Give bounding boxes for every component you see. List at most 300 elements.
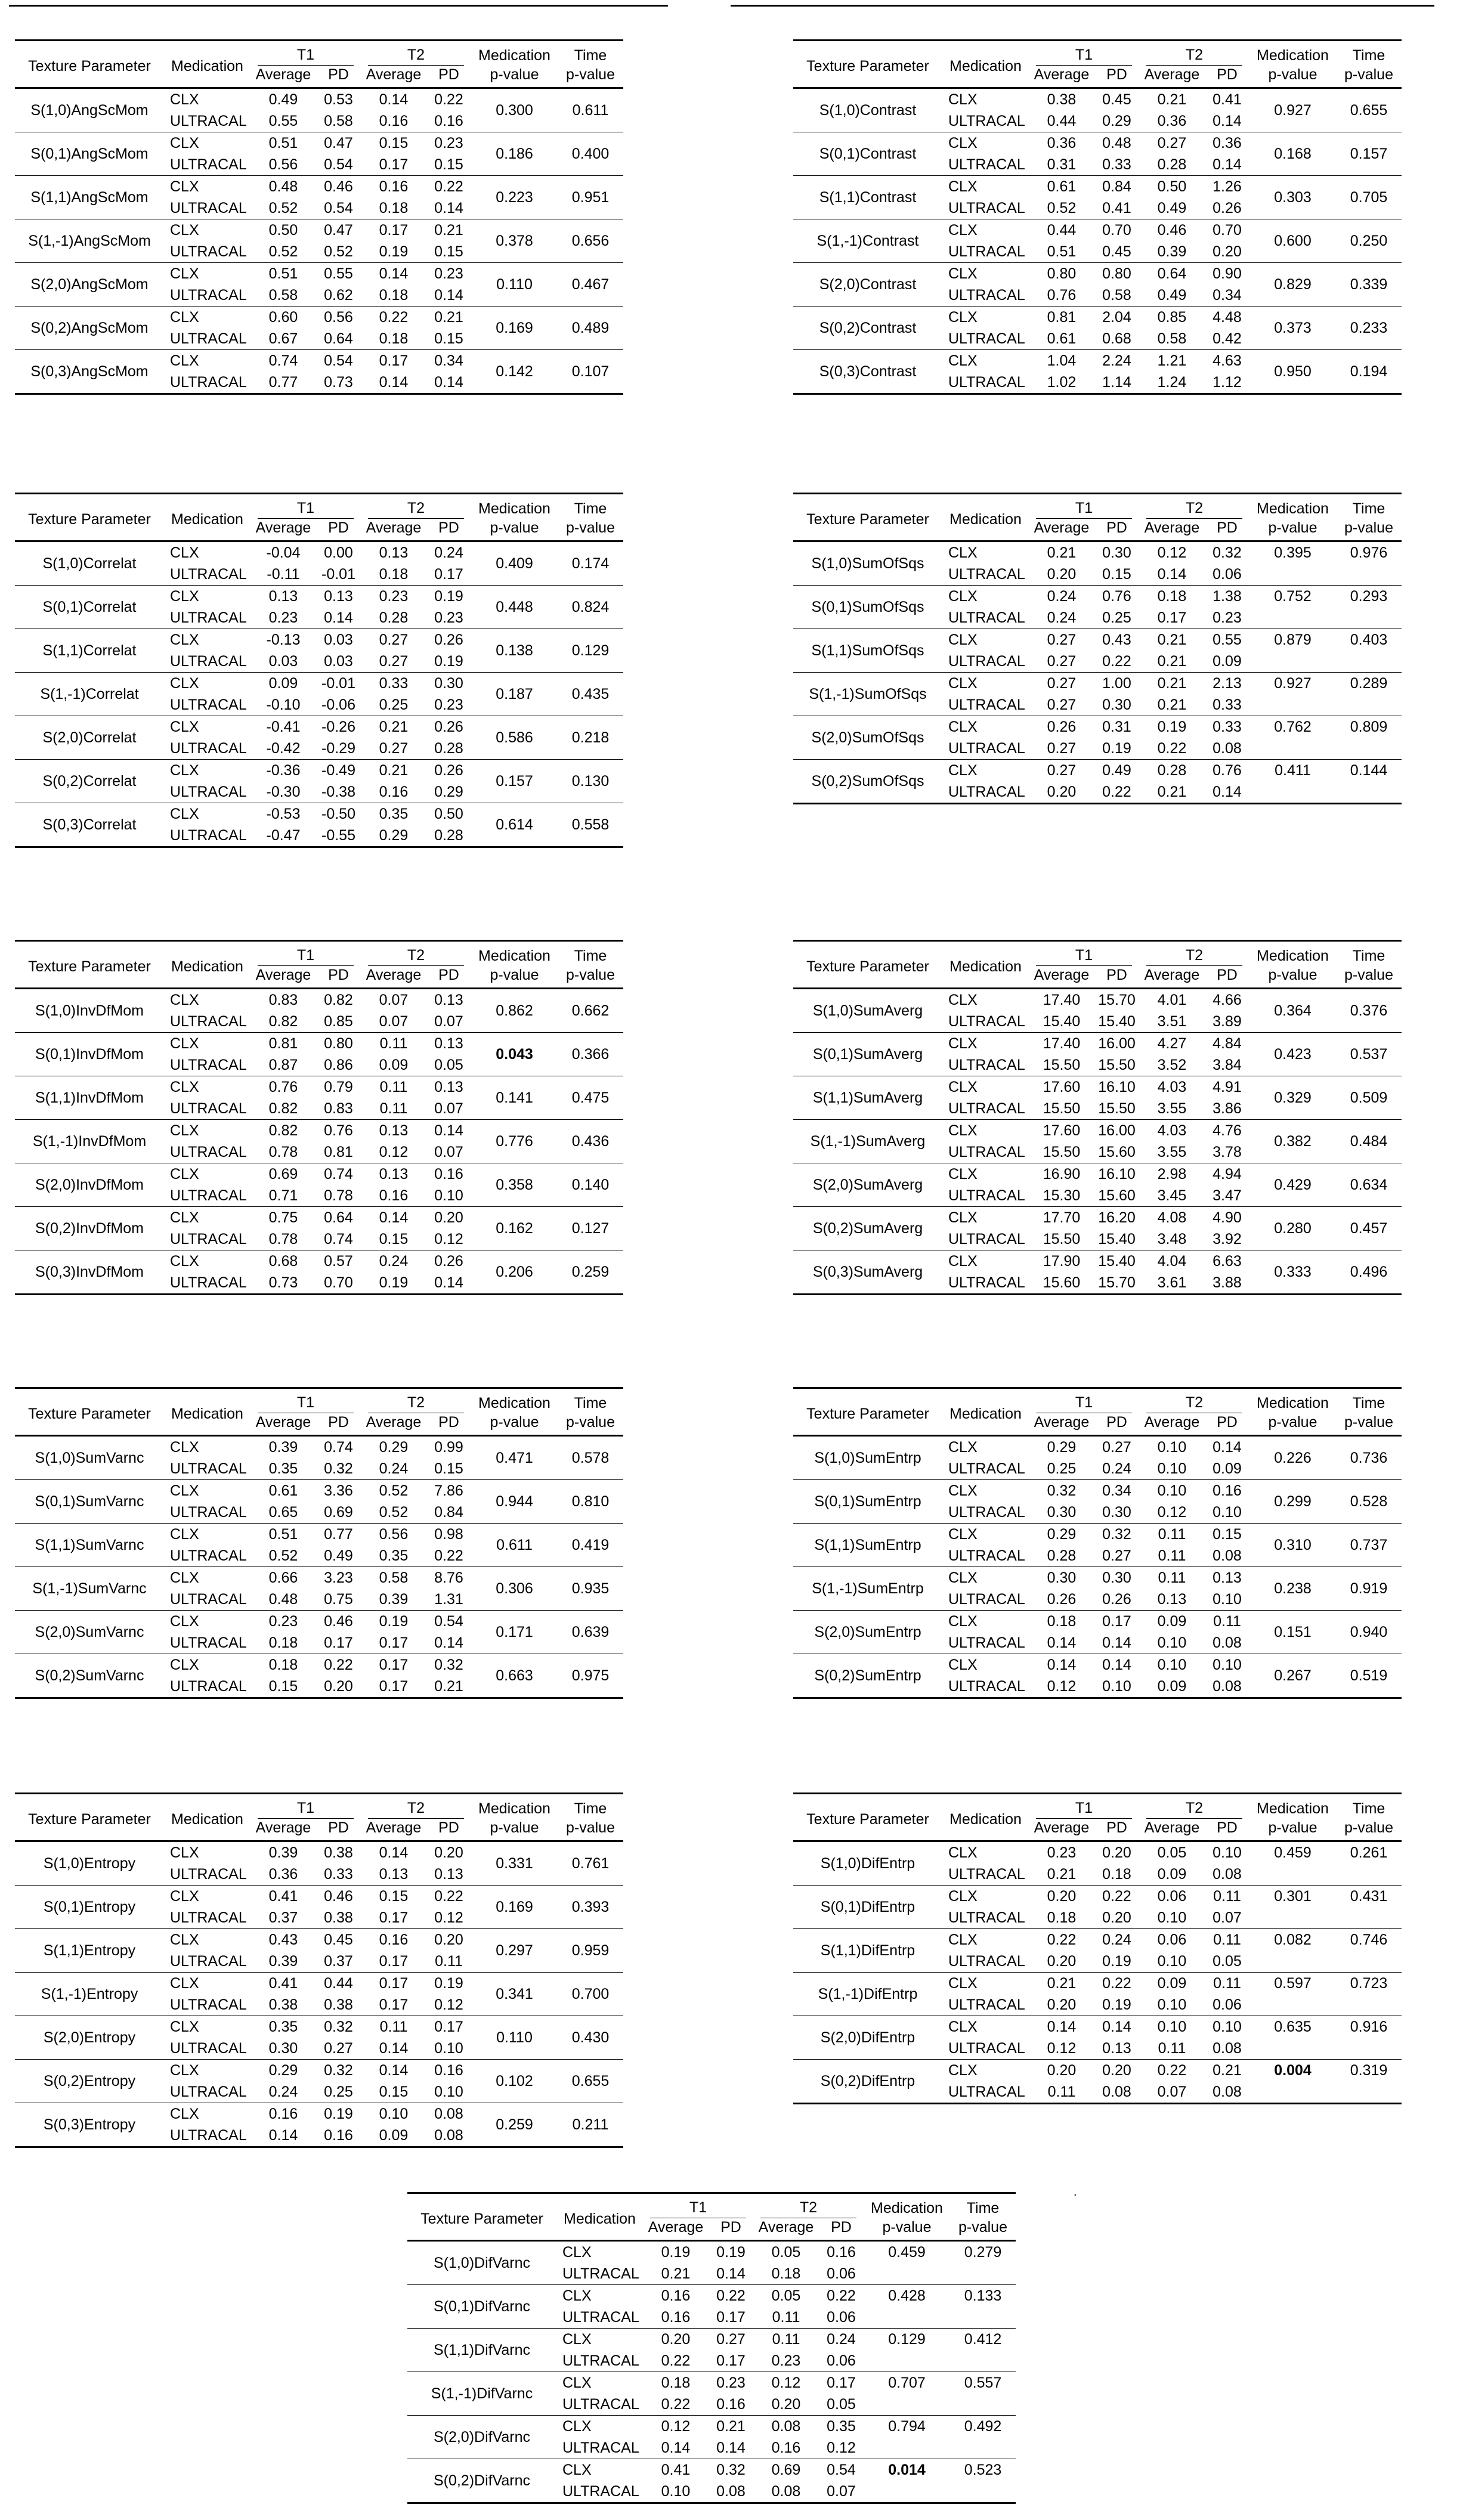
- header-t1-average: Average: [255, 66, 311, 83]
- value-cell: 8.76: [434, 1569, 463, 1586]
- value-cell: -0.29: [321, 740, 355, 757]
- value-cell: 0.75: [324, 1591, 353, 1608]
- table-row: [407, 2241, 1016, 2264]
- time-pvalue-cell: 0.935: [571, 1580, 610, 1597]
- value-cell: 0.30: [1047, 1569, 1077, 1586]
- medication-pvalue-cell: 0.395: [1274, 544, 1312, 561]
- value-cell: 0.03: [268, 653, 298, 670]
- medication-cell: ULTRACAL: [948, 287, 1025, 304]
- medication-cell: ULTRACAL: [170, 1504, 247, 1521]
- value-cell: 0.23: [434, 696, 463, 713]
- header-t1-pd: PD: [328, 519, 349, 536]
- medication-pvalue-cell: 0.409: [496, 555, 533, 572]
- table-row: [15, 803, 623, 825]
- value-cell: 0.12: [379, 1144, 409, 1160]
- value-cell: 0.17: [379, 1634, 409, 1651]
- value-cell: 0.16: [661, 2309, 691, 2326]
- medication-cell: CLX: [170, 1888, 199, 1905]
- value-cell: 0.12: [1047, 1678, 1077, 1695]
- value-cell: 0.14: [1213, 784, 1242, 800]
- medication-pvalue-cell: 0.950: [1274, 363, 1312, 380]
- header-medication-pvalue-sub: p-value: [490, 967, 539, 983]
- texture-parameter-cell: S(0,3)AngScMom: [30, 363, 149, 380]
- value-cell: 16.90: [1043, 1166, 1081, 1182]
- texture-parameter-cell: S(0,3)Correlat: [42, 816, 137, 833]
- time-pvalue-cell: 0.509: [1350, 1089, 1388, 1106]
- medication-cell: ULTRACAL: [170, 1953, 247, 1970]
- texture-parameter-cell: S(0,2)Correlat: [42, 773, 137, 790]
- value-cell: 0.14: [434, 1122, 463, 1139]
- table-row: [407, 2459, 1016, 2481]
- value-cell: 0.64: [324, 330, 353, 347]
- medication-cell: ULTRACAL: [948, 784, 1025, 800]
- time-pvalue-cell: 0.144: [1350, 762, 1388, 779]
- value-cell: 0.74: [324, 1231, 353, 1247]
- table-row: [15, 673, 623, 695]
- table-row: [793, 1250, 1402, 1273]
- medication-cell: ULTRACAL: [170, 1547, 247, 1564]
- table-difvarnc: [407, 2192, 1016, 2504]
- medication-cell: ULTRACAL: [948, 1100, 1025, 1117]
- value-cell: 0.45: [324, 1931, 353, 1948]
- value-cell: 0.27: [1047, 631, 1077, 648]
- value-cell: 0.08: [1213, 1547, 1242, 1564]
- value-cell: 0.56: [379, 1526, 409, 1543]
- time-pvalue-cell: 0.279: [964, 2244, 1002, 2261]
- table-row: [793, 2016, 1402, 2038]
- value-cell: 0.26: [434, 762, 463, 779]
- value-cell: 0.05: [771, 2244, 801, 2261]
- value-cell: 0.22: [827, 2287, 856, 2304]
- time-pvalue-cell: 0.578: [571, 1450, 610, 1466]
- medication-pvalue-cell: 0.794: [888, 2418, 926, 2435]
- time-pvalue-cell: 0.496: [1350, 1264, 1388, 1280]
- value-cell: 0.11: [1213, 1975, 1241, 1992]
- medication-cell: CLX: [562, 2331, 592, 2348]
- value-cell: 0.13: [379, 544, 409, 561]
- medication-cell: CLX: [948, 588, 978, 605]
- value-cell: 0.28: [379, 609, 409, 626]
- value-cell: 0.64: [324, 1209, 353, 1226]
- value-cell: 0.36: [268, 1866, 298, 1883]
- value-cell: 0.21: [1047, 1975, 1077, 1992]
- value-cell: 0.24: [379, 1460, 409, 1477]
- table-row: [793, 2060, 1402, 2082]
- header-medication-pvalue-sub: p-value: [1268, 519, 1317, 536]
- header-t2-pd: PD: [1217, 1819, 1238, 1836]
- medication-cell: ULTRACAL: [562, 2396, 639, 2413]
- value-cell: -0.55: [321, 827, 355, 844]
- value-cell: 0.06: [1157, 1931, 1187, 1948]
- medication-cell: CLX: [948, 265, 978, 282]
- value-cell: 0.15: [268, 1678, 298, 1695]
- value-cell: 0.13: [434, 992, 463, 1008]
- value-cell: 0.52: [379, 1504, 409, 1521]
- value-cell: 0.21: [1157, 696, 1187, 713]
- value-cell: 0.22: [1157, 740, 1187, 757]
- value-cell: 15.50: [1098, 1057, 1136, 1073]
- value-cell: 0.10: [1157, 2019, 1187, 2035]
- value-cell: 4.08: [1157, 1209, 1187, 1226]
- value-cell: 1.04: [1047, 352, 1077, 369]
- medication-cell: ULTRACAL: [948, 1187, 1025, 1204]
- value-cell: 0.22: [379, 309, 409, 326]
- medication-cell: ULTRACAL: [170, 156, 247, 173]
- medication-cell: CLX: [948, 91, 978, 108]
- medication-cell: ULTRACAL: [562, 2265, 639, 2282]
- value-cell: 0.08: [1102, 2084, 1131, 2100]
- value-cell: 0.05: [771, 2287, 801, 2304]
- value-cell: 0.23: [379, 588, 409, 605]
- table-row: [793, 1886, 1402, 1908]
- value-cell: 0.62: [324, 287, 353, 304]
- table-row: [15, 1120, 623, 1142]
- time-pvalue-cell: 0.723: [1350, 1975, 1388, 1992]
- header-t2-pd: PD: [831, 2219, 852, 2236]
- value-cell: 0.52: [268, 243, 298, 260]
- value-cell: 0.30: [1102, 1504, 1131, 1521]
- table-entropy: [15, 1793, 623, 2148]
- value-cell: 0.46: [324, 178, 353, 195]
- value-cell: 0.84: [1102, 178, 1131, 195]
- header-medication-pvalue: Medication: [478, 500, 550, 517]
- value-cell: 15.50: [1098, 1100, 1136, 1117]
- table-row: [793, 1120, 1402, 1142]
- medication-cell: ULTRACAL: [170, 1678, 247, 1695]
- medication-cell: CLX: [948, 762, 978, 779]
- medication-cell: ULTRACAL: [948, 113, 1025, 129]
- medication-pvalue-cell: 0.303: [1274, 189, 1312, 206]
- value-cell: 0.14: [1102, 1657, 1131, 1673]
- value-cell: 0.06: [1213, 566, 1242, 583]
- medication-cell: CLX: [170, 1657, 199, 1673]
- header-t1: T1: [1036, 1798, 1132, 1819]
- value-cell: 0.10: [1157, 1482, 1187, 1499]
- texture-parameter-cell: S(2,0)InvDfMom: [35, 1177, 144, 1193]
- header-t2-average: Average: [758, 2219, 814, 2236]
- texture-parameter-cell: S(1,1)DifEntrp: [820, 1942, 915, 1959]
- value-cell: 0.26: [434, 631, 463, 648]
- value-cell: 0.16: [827, 2244, 856, 2261]
- time-pvalue-cell: 0.431: [1350, 1888, 1388, 1905]
- value-cell: 0.20: [661, 2331, 691, 2348]
- value-cell: 0.46: [1157, 222, 1187, 239]
- table-row: [793, 1654, 1402, 1676]
- medication-pvalue-cell: 0.373: [1274, 320, 1312, 336]
- header-medication-pvalue-sub: p-value: [490, 1819, 539, 1836]
- value-cell: 0.08: [1213, 2084, 1242, 2100]
- medication-pvalue-cell: 0.306: [496, 1580, 533, 1597]
- value-cell: 0.19: [434, 1975, 463, 1992]
- medication-cell: ULTRACAL: [170, 2040, 247, 2057]
- header-t1-average: Average: [1034, 66, 1090, 83]
- medication-pvalue-cell: 0.226: [1274, 1450, 1312, 1466]
- time-pvalue-cell: 0.366: [571, 1046, 610, 1063]
- medication-cell: ULTRACAL: [562, 2309, 639, 2326]
- value-cell: 0.45: [1102, 91, 1131, 108]
- medication-cell: ULTRACAL: [948, 1953, 1025, 1970]
- header-t2-pd: PD: [438, 519, 459, 536]
- time-pvalue-cell: 0.194: [1350, 363, 1388, 380]
- value-cell: 0.06: [827, 2352, 856, 2369]
- value-cell: -0.13: [266, 631, 301, 648]
- value-cell: 0.79: [324, 1079, 353, 1095]
- texture-parameter-cell: S(1,-1)SumAverg: [810, 1133, 926, 1150]
- table-row: [15, 1250, 623, 1273]
- medication-cell: ULTRACAL: [948, 374, 1025, 391]
- time-pvalue-cell: 0.129: [571, 642, 610, 659]
- value-cell: 0.69: [268, 1166, 298, 1182]
- value-cell: 0.21: [434, 1678, 463, 1695]
- time-pvalue-cell: 0.655: [1350, 102, 1388, 119]
- value-cell: 0.19: [661, 2244, 691, 2261]
- value-cell: 0.20: [434, 1209, 463, 1226]
- texture-parameter-cell: S(0,1)Contrast: [819, 145, 917, 162]
- texture-parameter-cell: S(1,1)SumEntrp: [814, 1537, 921, 1553]
- time-pvalue-cell: 0.809: [1350, 719, 1388, 735]
- value-cell: 0.41: [268, 1975, 298, 1992]
- value-cell: 15.40: [1098, 1253, 1136, 1270]
- header-t2-average: Average: [366, 1819, 422, 1836]
- medication-pvalue-cell: 0.299: [1274, 1493, 1312, 1510]
- value-cell: 0.26: [1102, 1591, 1131, 1608]
- time-pvalue-cell: 0.130: [571, 773, 610, 790]
- value-cell: 0.26: [434, 1253, 463, 1270]
- value-cell: 0.38: [1047, 91, 1077, 108]
- time-pvalue-cell: 0.736: [1350, 1450, 1388, 1466]
- medication-cell: CLX: [948, 135, 978, 151]
- value-cell: 0.14: [434, 374, 463, 391]
- table-row: [793, 1076, 1402, 1098]
- value-cell: 0.38: [324, 1996, 353, 2013]
- value-cell: 0.11: [379, 1079, 408, 1095]
- header-t2: T2: [1146, 1392, 1242, 1413]
- value-cell: 0.16: [434, 2062, 463, 2079]
- value-cell: 0.18: [1102, 1866, 1131, 1883]
- value-cell: 0.65: [268, 1504, 298, 1521]
- value-cell: 0.14: [379, 374, 409, 391]
- value-cell: 0.30: [1047, 1504, 1077, 1521]
- header-t1-average: Average: [648, 2219, 704, 2236]
- value-cell: 17.60: [1043, 1122, 1081, 1139]
- value-cell: 0.30: [1102, 696, 1131, 713]
- texture-parameter-cell: S(1,1)SumOfSqs: [811, 642, 924, 659]
- top-rule-left: [9, 5, 668, 7]
- medication-cell: ULTRACAL: [948, 2040, 1025, 2057]
- value-cell: 4.91: [1213, 1079, 1242, 1095]
- value-cell: 0.86: [324, 1057, 353, 1073]
- value-cell: 0.22: [434, 1547, 463, 1564]
- value-cell: 0.17: [379, 352, 409, 369]
- medication-cell: ULTRACAL: [170, 1144, 247, 1160]
- value-cell: 0.21: [1157, 675, 1187, 692]
- medication-pvalue-cell: 0.223: [496, 189, 533, 206]
- time-pvalue-cell: 0.127: [571, 1220, 610, 1237]
- texture-parameter-cell: S(0,3)Contrast: [819, 363, 917, 380]
- table-row: [793, 760, 1402, 782]
- time-pvalue-cell: 0.492: [964, 2418, 1002, 2435]
- value-cell: 0.33: [1213, 696, 1242, 713]
- medication-pvalue-cell: 0.611: [496, 1537, 533, 1553]
- header-t2-average: Average: [1144, 967, 1200, 983]
- medication-cell: CLX: [170, 2106, 199, 2122]
- value-cell: 0.80: [1102, 265, 1131, 282]
- value-cell: 0.09: [379, 2127, 409, 2144]
- value-cell: 0.21: [1047, 544, 1077, 561]
- value-cell: 0.22: [434, 91, 463, 108]
- value-cell: 0.13: [1213, 1569, 1242, 1586]
- value-cell: 0.51: [268, 1526, 298, 1543]
- medication-pvalue-cell: 0.448: [496, 599, 533, 615]
- texture-parameter-cell: S(1,-1)Entropy: [41, 1986, 138, 2002]
- value-cell: 0.61: [1047, 330, 1077, 347]
- value-cell: 0.27: [1102, 1547, 1131, 1564]
- table-row: [15, 1163, 623, 1185]
- value-cell: 0.10: [1157, 1909, 1187, 1926]
- value-cell: 0.23: [1047, 1844, 1077, 1861]
- value-cell: 0.90: [1213, 265, 1242, 282]
- medication-pvalue-cell: 0.762: [1274, 719, 1312, 735]
- value-cell: 0.20: [1102, 1844, 1131, 1861]
- table-row: [15, 219, 623, 242]
- time-pvalue-cell: 0.662: [571, 1002, 610, 1019]
- value-cell: 0.14: [1157, 566, 1187, 583]
- value-cell: 0.18: [1157, 588, 1187, 605]
- time-pvalue-cell: 0.810: [571, 1493, 610, 1510]
- value-cell: 0.20: [434, 1844, 463, 1861]
- value-cell: 3.78: [1213, 1144, 1242, 1160]
- time-pvalue-cell: 0.319: [1350, 2062, 1388, 2079]
- value-cell: 0.82: [268, 1013, 298, 1030]
- texture-parameter-cell: S(1,-1)Correlat: [40, 686, 139, 702]
- value-cell: 0.17: [379, 156, 409, 173]
- medication-cell: CLX: [562, 2287, 592, 2304]
- table-row: [793, 263, 1402, 285]
- value-cell: 0.10: [1157, 1634, 1187, 1651]
- table-row: [15, 629, 623, 651]
- texture-parameter-cell: S(1,-1)Contrast: [816, 233, 919, 249]
- header-medication: Medication: [949, 1810, 1022, 1828]
- table-row: [15, 1567, 623, 1589]
- texture-parameter-cell: S(0,2)SumEntrp: [814, 1667, 921, 1684]
- header-time-pvalue-sub: p-value: [566, 1819, 615, 1836]
- value-cell: 0.22: [1157, 2062, 1187, 2079]
- value-cell: 0.26: [434, 719, 463, 735]
- texture-parameter-cell: S(0,1)Correlat: [42, 599, 137, 615]
- value-cell: 0.49: [1157, 200, 1187, 216]
- value-cell: 0.18: [1047, 1909, 1077, 1926]
- value-cell: 0.99: [434, 1439, 463, 1456]
- medication-cell: CLX: [948, 1035, 978, 1052]
- texture-parameter-cell: S(2,0)AngScMom: [30, 276, 149, 293]
- value-cell: 0.38: [324, 1909, 353, 1926]
- medication-cell: CLX: [948, 2019, 978, 2035]
- value-cell: 0.46: [324, 1888, 353, 1905]
- header-t2-average: Average: [1144, 1414, 1200, 1431]
- header-t1: T1: [1036, 498, 1132, 519]
- value-cell: 0.58: [1102, 287, 1131, 304]
- medication-cell: CLX: [170, 1482, 199, 1499]
- time-pvalue-cell: 0.634: [1350, 1177, 1388, 1193]
- value-cell: 15.40: [1098, 1013, 1136, 1030]
- value-cell: 1.31: [434, 1591, 463, 1608]
- value-cell: 0.29: [268, 2062, 298, 2079]
- value-cell: 0.16: [324, 2127, 353, 2144]
- value-cell: 0.49: [268, 91, 298, 108]
- time-pvalue-cell: 0.484: [1350, 1133, 1388, 1150]
- value-cell: 0.32: [434, 1657, 463, 1673]
- value-cell: 0.53: [324, 91, 353, 108]
- header-t1-average: Average: [255, 519, 311, 536]
- medication-cell: CLX: [170, 1209, 199, 1226]
- value-cell: 1.38: [1213, 588, 1242, 605]
- medication-cell: ULTRACAL: [170, 1460, 247, 1477]
- time-pvalue-cell: 0.919: [1350, 1580, 1388, 1597]
- medication-cell: CLX: [948, 675, 978, 692]
- header-texture-parameter: Texture Parameter: [28, 1810, 151, 1828]
- medication-pvalue-cell: 0.169: [496, 1899, 533, 1915]
- value-cell: 0.13: [434, 1079, 463, 1095]
- time-pvalue-cell: 0.523: [964, 2462, 1002, 2478]
- value-cell: 0.73: [324, 374, 353, 391]
- table-row: [793, 1611, 1402, 1633]
- time-pvalue-cell: 0.737: [1350, 1537, 1388, 1553]
- value-cell: 0.07: [379, 992, 409, 1008]
- header-texture-parameter: Texture Parameter: [806, 1810, 929, 1828]
- medication-cell: ULTRACAL: [948, 1144, 1025, 1160]
- table-row: [15, 176, 623, 198]
- value-cell: 0.13: [1102, 2040, 1131, 2057]
- value-cell: 0.24: [1102, 1931, 1131, 1948]
- value-cell: 3.47: [1213, 1187, 1242, 1204]
- value-cell: 0.58: [379, 1569, 409, 1586]
- table-row: [15, 1929, 623, 1951]
- time-pvalue-cell: 0.537: [1350, 1046, 1388, 1063]
- header-t2: T2: [1146, 498, 1242, 519]
- value-cell: 0.05: [1213, 1953, 1242, 1970]
- value-cell: 0.49: [1102, 762, 1131, 779]
- value-cell: 4.27: [1157, 1035, 1187, 1052]
- value-cell: 0.22: [1102, 784, 1131, 800]
- texture-parameter-cell: S(1,1)SumAverg: [812, 1089, 923, 1106]
- header-texture-parameter: Texture Parameter: [806, 1405, 929, 1422]
- value-cell: 0.27: [1047, 653, 1077, 670]
- medication-pvalue-cell: 0.459: [1274, 1844, 1312, 1861]
- medication-cell: CLX: [170, 2062, 199, 2079]
- texture-parameter-cell: S(1,0)SumAverg: [812, 1002, 923, 1019]
- texture-parameter-cell: S(1,-1)AngScMom: [28, 233, 151, 249]
- texture-parameter-cell: S(0,1)SumVarnc: [35, 1493, 144, 1510]
- value-cell: 0.41: [661, 2462, 691, 2478]
- value-cell: 0.17: [379, 1953, 409, 1970]
- value-cell: 0.07: [379, 1013, 409, 1030]
- medication-pvalue-cell: 0.429: [1274, 1177, 1312, 1193]
- time-pvalue-cell: 0.436: [571, 1133, 610, 1150]
- texture-parameter-cell: S(1,0)DifVarnc: [433, 2255, 531, 2271]
- header-texture-parameter: Texture Parameter: [28, 510, 151, 528]
- header-medication: Medication: [949, 1405, 1022, 1422]
- value-cell: 0.20: [771, 2396, 801, 2413]
- value-cell: 0.58: [1157, 330, 1187, 347]
- value-cell: 0.28: [1047, 1547, 1077, 1564]
- value-cell: 0.29: [379, 1439, 409, 1456]
- value-cell: 0.34: [1102, 1482, 1131, 1499]
- value-cell: 0.08: [1213, 740, 1242, 757]
- medication-cell: CLX: [170, 1613, 199, 1630]
- medication-cell: CLX: [170, 352, 199, 369]
- medication-cell: CLX: [170, 178, 199, 195]
- value-cell: 0.12: [434, 1909, 463, 1926]
